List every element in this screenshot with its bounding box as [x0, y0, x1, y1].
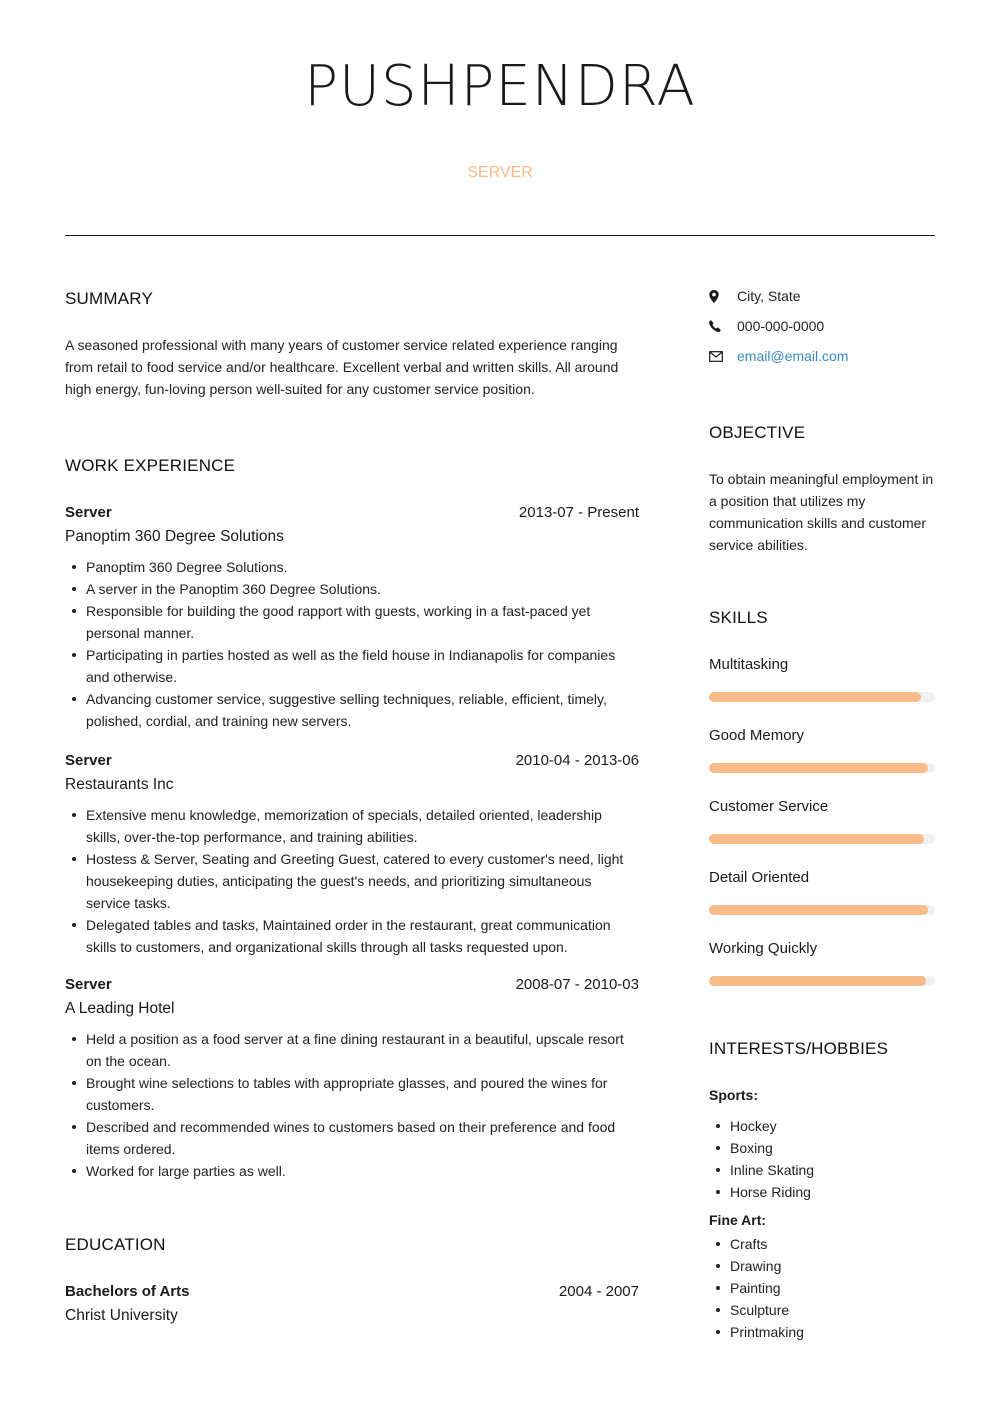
interest-item: Painting	[709, 1277, 935, 1299]
summary-title: SUMMARY	[65, 289, 153, 308]
candidate-role: SERVER	[467, 164, 533, 181]
job-duty: Held a position as a food server at a fine dining restaurant in a beautiful, upscale resort on the ocean.	[65, 1028, 639, 1072]
job-entry	[65, 975, 639, 1182]
skill-item	[709, 868, 935, 915]
job-entry	[65, 503, 639, 732]
skills-title: SKILLS	[709, 608, 768, 627]
job-duties	[65, 556, 639, 732]
interest-list	[709, 1233, 935, 1343]
side-column	[709, 286, 935, 1343]
skill-bar-track	[709, 905, 935, 915]
skill-bar-fill	[709, 692, 921, 702]
phone-text: 000-000-0000	[737, 318, 825, 334]
interest-list	[709, 1115, 935, 1203]
skill-name: Detail Oriented	[709, 869, 810, 886]
summary-text: A seasoned professional with many years of customer service related experience ranging from retail to food service and/or healthcare. Excellent verbal and written skills. All around high energy, fun-loving person well-suited for any customer service position.	[65, 337, 619, 397]
job-title: Server	[65, 976, 112, 993]
map-pin-icon	[709, 290, 737, 303]
job-duty: Participating in parties hosted as well as the field house in Indianapolis for companies and otherwise.	[65, 644, 639, 688]
job-entry	[65, 751, 639, 958]
interest-category: Sports:	[709, 1087, 758, 1103]
education-date: 2004 - 2007	[558, 1283, 639, 1300]
skill-bar-fill	[709, 834, 924, 844]
job-duty: A server in the Panoptim 360 Degree Solutions.	[65, 578, 639, 600]
skill-item	[709, 726, 935, 773]
job-duty: Extensive menu knowledge, memorization of specials, detailed oriented, leadership skills, over-the-top performance, and training abilities.	[65, 804, 639, 848]
job-duty: Panoptim 360 Degree Solutions.	[65, 556, 639, 578]
skill-bar-track	[709, 976, 935, 986]
envelope-icon	[709, 351, 737, 362]
school: Christ University	[65, 1307, 178, 1324]
skill-item	[709, 655, 935, 702]
job-duty: Advancing customer service, suggestive selling techniques, reliable, efficient, timely, polished, cordial, and training new servers.	[65, 688, 639, 732]
objective-text: To obtain meaningful employment in a position that utilizes my communication skills and customer service abilities.	[709, 471, 934, 553]
job-duty: Worked for large parties as well.	[65, 1160, 639, 1182]
job-duty: Brought wine selections to tables with appropriate glasses, and poured the wines for customers.	[65, 1072, 639, 1116]
interest-item: Hockey	[709, 1115, 935, 1137]
skill-bar-track	[709, 834, 935, 844]
interest-item: Inline Skating	[709, 1159, 935, 1181]
objective-title: OBJECTIVE	[709, 423, 806, 442]
contact-email	[709, 346, 935, 366]
skill-name: Working Quickly	[709, 940, 818, 957]
interest-item: Boxing	[709, 1137, 935, 1159]
contact-section	[709, 286, 935, 366]
skill-bar-fill	[709, 763, 928, 773]
education-title: EDUCATION	[65, 1235, 166, 1254]
interest-item: Horse Riding	[709, 1181, 935, 1203]
skills-section	[709, 607, 935, 986]
objective-section	[709, 422, 935, 556]
job-date: 2010-04 - 2013-06	[515, 752, 639, 769]
interest-item: Crafts	[709, 1233, 935, 1255]
job-company: Restaurants Inc	[65, 776, 174, 793]
skill-name: Customer Service	[709, 798, 829, 815]
header-divider	[65, 235, 935, 236]
job-company: A Leading Hotel	[65, 1000, 175, 1017]
work-experience-title: WORK EXPERIENCE	[65, 456, 236, 475]
interests-section	[709, 1038, 935, 1343]
work-experience-section	[65, 455, 639, 1182]
contact-location	[709, 286, 935, 306]
skill-item	[709, 939, 935, 986]
email-link[interactable]: email@email.com	[737, 348, 849, 364]
job-duties	[65, 1028, 639, 1182]
job-duty: Delegated tables and tasks, Maintained order in the restaurant, great communication skills to customers, and organizational skills through all tasks requested upon.	[65, 914, 639, 958]
phone-icon	[709, 320, 737, 332]
job-date: 2013-07 - Present	[518, 504, 639, 521]
skill-bar-track	[709, 692, 935, 702]
degree: Bachelors of Arts	[65, 1283, 190, 1300]
interests-title: INTERESTS/HOBBIES	[709, 1039, 889, 1058]
skill-bar-fill	[709, 905, 928, 915]
location-text: City, State	[737, 288, 801, 304]
interest-category: Fine Art:	[709, 1212, 767, 1228]
job-duty: Described and recommended wines to customers based on their preference and food items ordered.	[65, 1116, 639, 1160]
skill-name: Multitasking	[709, 656, 789, 673]
job-duties	[65, 804, 639, 958]
job-date: 2008-07 - 2010-03	[515, 976, 639, 993]
main-column	[65, 288, 639, 1327]
skill-bar-fill	[709, 976, 926, 986]
interest-item: Drawing	[709, 1255, 935, 1277]
summary-section	[65, 288, 639, 400]
skill-bar-track	[709, 763, 935, 773]
job-duty: Hostess & Server, Seating and Greeting Guest, catered to every customer's need, light housekeeping duties, anticipating the guest's needs, and prioritizing simultaneous service tasks.	[65, 848, 639, 914]
skill-item	[709, 797, 935, 844]
job-title: Server	[65, 752, 112, 769]
education-section	[65, 1234, 639, 1327]
interest-item: Sculpture	[709, 1299, 935, 1321]
candidate-name: PUSHPENDRA	[304, 54, 696, 119]
job-title: Server	[65, 504, 112, 521]
skill-name: Good Memory	[709, 727, 805, 744]
job-company: Panoptim 360 Degree Solutions	[65, 528, 284, 545]
interest-item: Printmaking	[709, 1321, 935, 1343]
job-duty: Responsible for building the good rapport with guests, working in a fast-paced yet personal manner.	[65, 600, 639, 644]
contact-phone	[709, 316, 935, 336]
